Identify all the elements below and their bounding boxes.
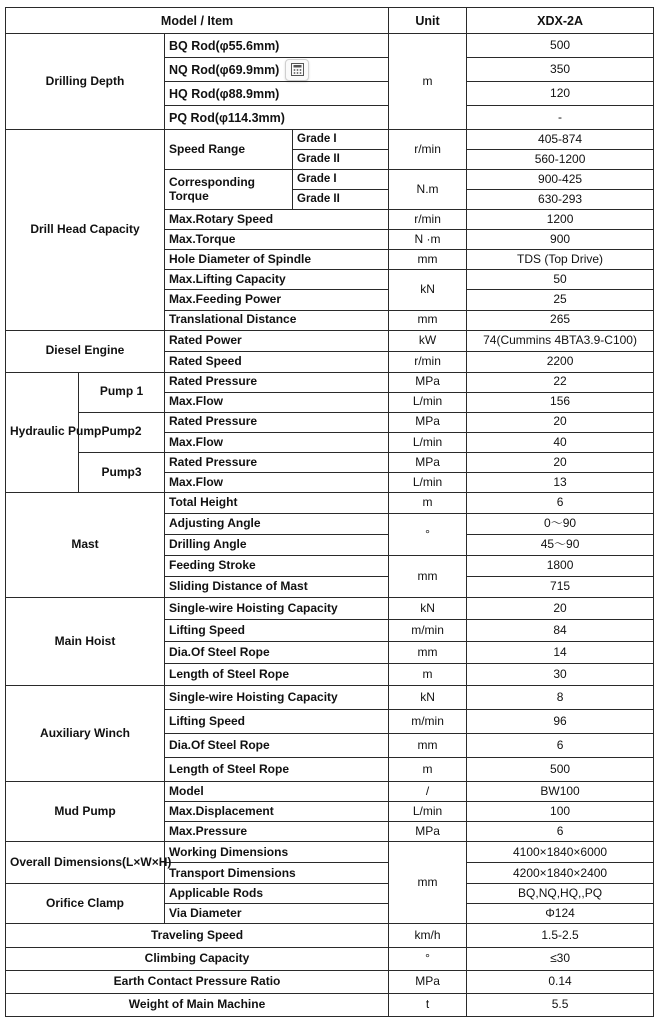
max-rotary-speed-unit: r/min	[389, 210, 467, 230]
table-row	[6, 924, 654, 947]
traveling-speed-unit: km/h	[389, 924, 467, 947]
working-dimensions: Working Dimensions	[165, 842, 389, 863]
pump1-pressure: Rated Pressure	[165, 372, 389, 392]
aux-winch-rope-length-unit: m	[389, 758, 467, 782]
rated-power-value: 74(Cummins 4BTA3.9-C100)	[467, 330, 654, 351]
translational-distance: Translational Distance	[165, 310, 389, 330]
group-aux-winch: Auxiliary Winch	[6, 686, 165, 782]
speed-range-label: Speed Range	[165, 130, 293, 170]
table-row	[6, 842, 654, 863]
group-mast: Mast	[6, 492, 165, 597]
torque-grade-1: Grade I	[293, 170, 389, 190]
mud-pump-model-value: BW100	[467, 782, 654, 802]
pump2-flow-value: 40	[467, 432, 654, 452]
header-model: XDX-2A	[467, 8, 654, 34]
main-hoist-capacity-value: 20	[467, 597, 654, 619]
main-hoist-capacity-unit: kN	[389, 597, 467, 619]
torque-unit: N.m	[389, 170, 467, 210]
aux-winch-capacity: Single-wire Hoisting Capacity	[165, 686, 389, 710]
table-row	[6, 597, 654, 619]
pump2-flow: Max.Flow	[165, 432, 389, 452]
table-row	[6, 492, 654, 513]
specification-table	[5, 7, 654, 1017]
table-row	[6, 782, 654, 802]
weight-main-machine-value: 5.5	[467, 993, 654, 1016]
group-main-hoist: Main Hoist	[6, 597, 165, 685]
traveling-speed: Traveling Speed	[6, 924, 389, 947]
applicable-rods-value: BQ,NQ,HQ,,PQ	[467, 884, 654, 904]
pump3-flow-value: 13	[467, 472, 654, 492]
transport-dimensions-value: 4200×1840×2400	[467, 863, 654, 884]
table-row	[6, 884, 654, 904]
table-row	[6, 372, 654, 392]
spindle-hole-value: TDS (Top Drive)	[467, 250, 654, 270]
table-row	[6, 970, 654, 993]
sliding-distance: Sliding Distance of Mast	[165, 576, 389, 597]
speed-grade-2: Grade II	[293, 150, 389, 170]
rod-hq: HQ Rod(φ88.9mm)	[165, 82, 389, 106]
pump-3-label: Pump3	[79, 452, 165, 492]
climbing-capacity-value: ≤30	[467, 947, 654, 970]
table-row	[6, 686, 654, 710]
mud-pump-pressure-unit: MPa	[389, 822, 467, 842]
mud-pump-displacement-value: 100	[467, 802, 654, 822]
pump1-pressure-unit: MPa	[389, 372, 467, 392]
main-hoist-rope-length: Length of Steel Rope	[165, 664, 389, 686]
group-mud-pump: Mud Pump	[6, 782, 165, 842]
torque-label: Corresponding Torque	[165, 170, 293, 210]
main-hoist-speed: Lifting Speed	[165, 619, 389, 641]
value-bq: 500	[467, 34, 654, 58]
torque-grade-1-value: 900-425	[467, 170, 654, 190]
header-row	[6, 8, 654, 34]
climbing-capacity-unit: °	[389, 947, 467, 970]
pump3-flow: Max.Flow	[165, 472, 389, 492]
mud-pump-pressure: Max.Pressure	[165, 822, 389, 842]
pump-1-label: Pump 1	[79, 372, 165, 412]
rated-speed-unit: r/min	[389, 351, 467, 372]
aux-winch-speed-unit: m/min	[389, 710, 467, 734]
climbing-capacity: Climbing Capacity	[6, 947, 389, 970]
table-row	[6, 993, 654, 1016]
sliding-distance-value: 715	[467, 576, 654, 597]
rod-pq: PQ Rod(φ114.3mm)	[165, 106, 389, 130]
value-hq: 120	[467, 82, 654, 106]
earth-contact-pressure-value: 0.14	[467, 970, 654, 993]
feeding-stroke: Feeding Stroke	[165, 555, 389, 576]
max-feeding-value: 25	[467, 290, 654, 310]
max-torque-unit: N ·m	[389, 230, 467, 250]
table-row	[6, 412, 654, 432]
aux-winch-rope-dia-unit: mm	[389, 734, 467, 758]
via-diameter-value: Φ124	[467, 904, 654, 924]
weight-main-machine: Weight of Main Machine	[6, 993, 389, 1016]
feeding-stroke-value: 1800	[467, 555, 654, 576]
translational-unit: mm	[389, 310, 467, 330]
aux-winch-rope-length-value: 500	[467, 758, 654, 782]
group-overall-dimensions: Overall Dimensions(L×W×H)	[6, 842, 165, 884]
transport-dimensions: Transport Dimensions	[165, 863, 389, 884]
main-hoist-speed-value: 84	[467, 619, 654, 641]
pump3-flow-unit: L/min	[389, 472, 467, 492]
speed-grade-1: Grade I	[293, 130, 389, 150]
pump3-pressure: Rated Pressure	[165, 452, 389, 472]
pump1-flow-unit: L/min	[389, 392, 467, 412]
rod-nq: NQ Rod(φ69.9mm)	[169, 62, 280, 77]
main-hoist-speed-unit: m/min	[389, 619, 467, 641]
working-dimensions-value: 4100×1840×6000	[467, 842, 654, 863]
table-row	[6, 452, 654, 472]
speed-grade-1-value: 405-874	[467, 130, 654, 150]
main-hoist-rope-dia-value: 14	[467, 642, 654, 664]
main-hoist-rope-dia-unit: mm	[389, 642, 467, 664]
aux-winch-speed-value: 96	[467, 710, 654, 734]
pump3-pressure-unit: MPa	[389, 452, 467, 472]
group-hydraulic-pump: Hydraulic Pump	[6, 372, 79, 492]
max-feeding: Max.Feeding Power	[165, 290, 389, 310]
aux-winch-speed: Lifting Speed	[165, 710, 389, 734]
main-hoist-rope-length-value: 30	[467, 664, 654, 686]
rod-bq: BQ Rod(φ55.6mm)	[165, 34, 389, 58]
drilling-angle-value: 45～90	[467, 534, 654, 555]
adjusting-angle-value: 0～90	[467, 513, 654, 534]
translational-value: 265	[467, 310, 654, 330]
pump-2-label: Pump2	[79, 412, 165, 452]
mud-pump-displacement-unit: L/min	[389, 802, 467, 822]
max-lifting-value: 50	[467, 270, 654, 290]
aux-winch-capacity-value: 8	[467, 686, 654, 710]
drilling-angle: Drilling Angle	[165, 534, 389, 555]
calculator-icon[interactable]	[285, 59, 309, 81]
group-drill-head: Drill Head Capacity	[6, 130, 165, 330]
pump1-pressure-value: 22	[467, 372, 654, 392]
pump3-pressure-value: 20	[467, 452, 654, 472]
earth-contact-pressure: Earth Contact Pressure Ratio	[6, 970, 389, 993]
total-height-value: 6	[467, 492, 654, 513]
pump2-pressure: Rated Pressure	[165, 412, 389, 432]
max-rotary-speed-value: 1200	[467, 210, 654, 230]
pump2-flow-unit: L/min	[389, 432, 467, 452]
rated-power: Rated Power	[165, 330, 389, 351]
adjusting-angle: Adjusting Angle	[165, 513, 389, 534]
max-rotary-speed: Max.Rotary Speed	[165, 210, 389, 230]
torque-grade-2: Grade II	[293, 190, 389, 210]
total-height-unit: m	[389, 492, 467, 513]
mud-pump-pressure-value: 6	[467, 822, 654, 842]
aux-winch-rope-dia: Dia.Of Steel Rope	[165, 734, 389, 758]
aux-winch-rope-length: Length of Steel Rope	[165, 758, 389, 782]
rod-nq-cell	[165, 58, 389, 82]
via-diameter: Via Diameter	[165, 904, 389, 924]
rated-power-unit: kW	[389, 330, 467, 351]
main-hoist-rope-length-unit: m	[389, 664, 467, 686]
pump2-pressure-value: 20	[467, 412, 654, 432]
header-unit: Unit	[389, 8, 467, 34]
value-nq: 350	[467, 58, 654, 82]
total-height: Total Height	[165, 492, 389, 513]
rated-speed: Rated Speed	[165, 351, 389, 372]
traveling-speed-value: 1.5-2.5	[467, 924, 654, 947]
table-row	[6, 330, 654, 351]
speed-range-unit: r/min	[389, 130, 467, 170]
main-hoist-capacity: Single-wire Hoisting Capacity	[165, 597, 389, 619]
rated-speed-value: 2200	[467, 351, 654, 372]
dimensions-unit: mm	[389, 842, 467, 924]
group-orifice-clamp: Orifice Clamp	[6, 884, 165, 924]
pump1-flow-value: 156	[467, 392, 654, 412]
table-row	[6, 34, 654, 58]
spindle-hole: Hole Diameter of Spindle	[165, 250, 389, 270]
lift-feed-unit: kN	[389, 270, 467, 310]
spindle-hole-unit: mm	[389, 250, 467, 270]
weight-main-machine-unit: t	[389, 993, 467, 1016]
torque-grade-2-value: 630-293	[467, 190, 654, 210]
applicable-rods: Applicable Rods	[165, 884, 389, 904]
mud-pump-displacement: Max.Displacement	[165, 802, 389, 822]
unit-drilling-depth: m	[389, 34, 467, 130]
pump2-pressure-unit: MPa	[389, 412, 467, 432]
aux-winch-capacity-unit: kN	[389, 686, 467, 710]
header-item: Model / Item	[6, 8, 389, 34]
table-row	[6, 130, 654, 150]
max-lifting: Max.Lifting Capacity	[165, 270, 389, 290]
earth-contact-pressure-unit: MPa	[389, 970, 467, 993]
max-torque: Max.Torque	[165, 230, 389, 250]
value-pq: -	[467, 106, 654, 130]
table-row	[6, 947, 654, 970]
group-drilling-depth: Drilling Depth	[6, 34, 165, 130]
angle-unit: °	[389, 513, 467, 555]
pump1-flow: Max.Flow	[165, 392, 389, 412]
main-hoist-rope-dia: Dia.Of Steel Rope	[165, 642, 389, 664]
aux-winch-rope-dia-value: 6	[467, 734, 654, 758]
max-torque-value: 900	[467, 230, 654, 250]
group-diesel-engine: Diesel Engine	[6, 330, 165, 372]
mud-pump-model: Model	[165, 782, 389, 802]
mud-pump-model-unit: /	[389, 782, 467, 802]
stroke-unit: mm	[389, 555, 467, 597]
speed-grade-2-value: 560-1200	[467, 150, 654, 170]
